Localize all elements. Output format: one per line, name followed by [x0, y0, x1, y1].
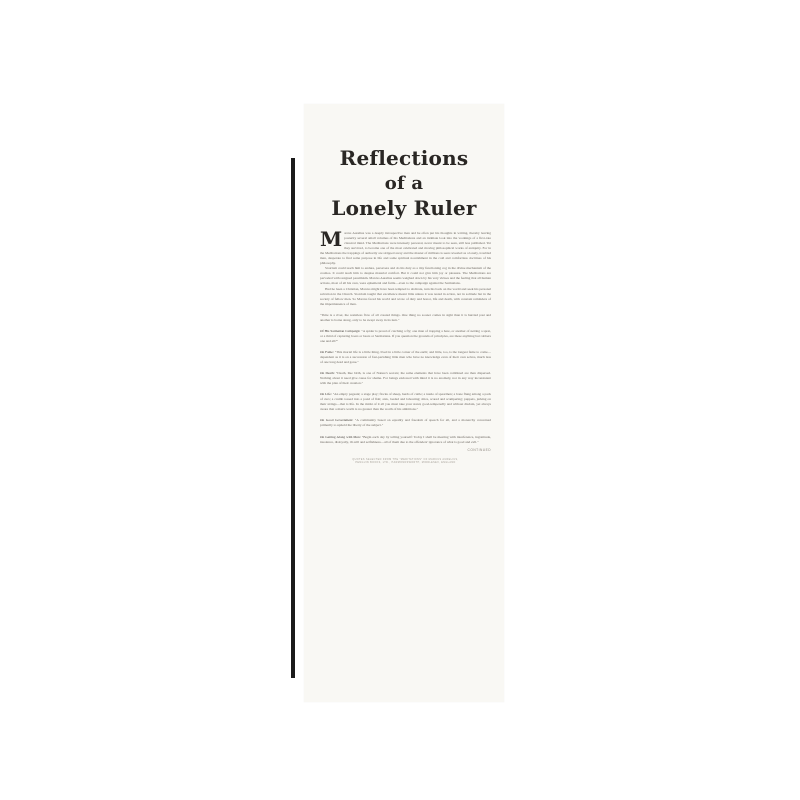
- intro-paragraph-1-text: arcus Aurelius was a deeply introspective man and he often put his thoughts in writing, thereby leaving posterity several small volumes of his Meditations and an intimate look into the workings of a first-rate classical mind. The Meditations were intensely personal, never meant to be seen, still less published. Yet they survived, to become one of the most celebrated and moving philosophical works of antiquity. For in the Meditations the trappings of authority are stripped away and the master of millions is seen revealed as a lonely, troubled man, desperate to find some purpose in life and some spiritual nourishment in the cold and comfortless doctrines of his philosophy.: [320, 231, 491, 266]
- topic-label: Of His Sarmatian Campaign:: [320, 328, 361, 333]
- topic-text: "This mortal life is a little thing, lived in a little corner of the earth; and little, too, is the longest fame to come—dependent as it is on a succession of fast-perishing little men who have no knowledge even of their own selves, much less of one long dead and gone.": [320, 349, 491, 365]
- topic-text: "Begin each day by telling yourself: Today I shall be meeting with interference, ingratitude, insolence, disloyalty, ill-will and selfishness—all of them due to the offenders' ignorance of what is good and evil.": [320, 434, 491, 444]
- magazine-page: [304, 104, 504, 702]
- topic-text: "A spider is proud of catching a fly; one man of trapping a hare, or another of netting a sprat, or a third of capturing boars or bears or Sarmatians. If you question the grounds of principles, are these anything but robbers one and all?": [320, 328, 491, 343]
- topic-death: [320, 371, 491, 386]
- topic-label: On Death:: [320, 371, 335, 376]
- topic-text: "An empty pageant; a stage play; flocks of sheep, herds of cattle; a tussle of spearmen; a bone flung among a pack of curs; a crumb tossed into a pond of fish; ants, loaded and labouring; mice, scared and scampering; puppets, jerking on their strings—that is life. In the midst of it all you must take your stand, good-temperedly and without disdain, yet always aware that a man's worth is no greater than the worth of his ambitions.": [320, 392, 491, 412]
- credit-line-2: PENGUIN BOOKS, LTD., HARMONDSWORTH, MIDDLESEX, ENGLAND: [355, 461, 456, 465]
- article-body: [320, 227, 491, 465]
- title-line-1: Reflections: [339, 146, 469, 170]
- topic-fame: [320, 350, 491, 365]
- drop-cap: M: [320, 227, 343, 251]
- topic-good-government: [320, 418, 491, 428]
- topic-sarmatian: [320, 329, 491, 344]
- title-line-2: of a: [384, 173, 424, 194]
- quote-time: "Time is a river, the resistless flow of all created things. One thing no sooner comes in sight than it is hurried past and another is borne along, only to be swept away in its turn.": [320, 312, 491, 322]
- topic-life: [320, 392, 491, 412]
- topic-label: On Life:: [320, 392, 332, 397]
- binding-edge-bar: [291, 158, 295, 678]
- title-line-3: Lonely Ruler: [331, 196, 477, 220]
- intro-paragraph-1: [320, 227, 491, 266]
- topic-label: On Getting Along with Men:: [320, 434, 361, 439]
- continued-label: CONTINUED: [467, 447, 491, 452]
- topic-label: On Fame:: [320, 349, 334, 354]
- source-credit: [320, 458, 491, 465]
- topic-text: "A community based on equality and freedom of speech for all, and a monarchy concerned primarily to uphold the liberty of the subject.": [320, 418, 491, 428]
- intro-paragraph-3: Had he been a Christian, Marcus might have been tempted to abdicate, turn his back on the world and seek his personal salvation in the Church. Stoicism taught that excellence meant little unless it was tested in action, not in solitude but in the society of fellow men. So Marcus faced his world and wrote of duty and honor, life and death, with constant reminders of the impermanence of man.: [320, 286, 491, 306]
- article-title: [304, 146, 504, 221]
- credit-line-1: QUOTES SELECTED FROM THE "MEDITATIONS" OF MARCUS AURELIUS,: [352, 457, 459, 461]
- topic-text: "Death, like birth, is one of Nature's secrets; the same elements that have been combined are then dispersed. Nothing about it need give cause for shame. For beings endowed with mind it is no anomaly, nor in any way inconsistent with the plan of their creation.": [320, 371, 491, 386]
- topic-label: On Good Government:: [320, 418, 354, 423]
- intro-paragraph-2: Stoicism could teach him to endure, persevere and do his duty as a tiny functioning cog in the divine mechanism of the cosmos. It could teach him to despise material comfort. But it could not give him joy or pleasure. The Meditations are pervaded with resigned pessimism. Marcus Aurelius seems weighed down by his very virtues and the feeling that all human actions, most of all his own, were ephemeral and futile—even to the campaign against the Sarmatians.: [320, 266, 491, 286]
- topic-getting-along: [320, 435, 491, 445]
